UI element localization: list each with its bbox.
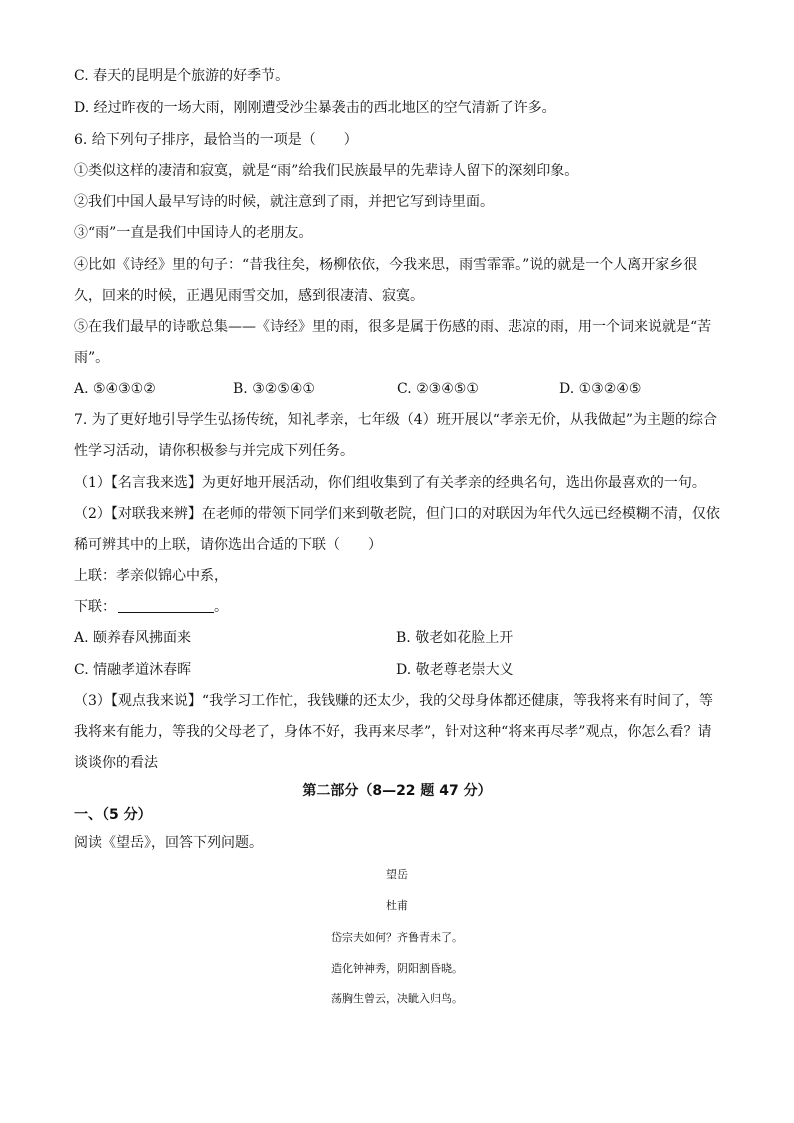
q7-task-1: （1）【名言我来选】为更好地开展活动，你们组收集到了有关孝亲的经典名句，选出你最喜欢的一句。 bbox=[74, 475, 706, 491]
q7-task-3-line2: 我将来有能力，等我的父母老了，身体不好，我再来尽孝”，针对这种“将来再尽孝”观点，你怎么看？请 bbox=[74, 724, 712, 740]
poem-line-2: 造化钟神秀，阴阳割昏晓。 bbox=[331, 962, 463, 975]
q6-option-a: A. ⑤④③①② bbox=[74, 381, 156, 397]
q7-stem-line1: 7. 为了更好地引导学生弘扬传统，知礼孝亲，七年级（4）班开展以“孝亲无价，从我做起”为主题的综合 bbox=[74, 412, 718, 428]
q6-option-b: B. ③②⑤④① bbox=[233, 381, 315, 397]
poem-line-3: 荡胸生曾云，决眦入归鸟。 bbox=[331, 992, 463, 1005]
upper-couplet: 上联：孝亲似锦心中系， bbox=[74, 568, 228, 584]
q7-task-3-line1: （3）【观点我来说】“我学习工作忙，我钱赚的还太少，我的父母身体都还健康，等我将来有时间了，等 bbox=[74, 693, 714, 709]
q6-sentence-3: ③“雨”一直是我们中国诗人的老朋友。 bbox=[74, 225, 313, 241]
q6-stem: 6. 给下列句子排序，最恰当的一项是（ ） bbox=[74, 132, 358, 148]
lower-couplet-label: 下联： bbox=[74, 599, 116, 615]
q6-sentence-4-line1: ④比如《诗经》里的句子：“昔我往矣，杨柳依依，今我来思，雨雪霏霏。”说的就是一个人离开家乡很 bbox=[74, 257, 698, 273]
q6-sentence-4-line2: 久，回来的时候，正遇见雨雪交加，感到很凄清、寂寞。 bbox=[74, 288, 424, 304]
part2-title: 第二部分（8—22 题 47 分） bbox=[302, 783, 492, 799]
q7-stem-line2: 性学习活动，请你积极参与并完成下列任务。 bbox=[74, 443, 354, 459]
q7-option-b: B. 敬老如花脸上开 bbox=[396, 630, 514, 646]
lower-couplet-end: 。 bbox=[214, 599, 228, 615]
q7-task-3-line3: 谈谈你的看法 bbox=[74, 755, 158, 771]
q7-option-a: A. 颐养春风拂面来 bbox=[74, 630, 192, 646]
poem-author: 杜甫 bbox=[386, 899, 408, 912]
answer-blank bbox=[118, 612, 214, 613]
poem-title: 望岳 bbox=[386, 868, 408, 881]
q5-option-c: C. 春天的昆明是个旅游的好季节。 bbox=[74, 68, 290, 84]
section-heading: 一、（5 分） bbox=[74, 807, 152, 823]
q6-sentence-5-line1: ⑤在我们最早的诗歌总集——《诗经》里的雨，很多是属于伤感的雨、悲凉的雨，用一个词来说就是“苦 bbox=[74, 319, 712, 335]
reading-instruction: 阅读《望岳》，回答下列问题。 bbox=[74, 835, 263, 851]
q6-option-c: C. ②③④⑤① bbox=[397, 381, 479, 397]
q6-sentence-5-line2: 雨”。 bbox=[74, 350, 110, 366]
q6-sentence-2: ②我们中国人最早写诗的时候，就注意到了雨，并把它写到诗里面。 bbox=[74, 194, 494, 210]
q7-task-2-line2: 稀可辨其中的上联，请你选出合适的下联（ ） bbox=[74, 537, 382, 553]
q7-option-c: C. 情融孝道沐春晖 bbox=[74, 662, 192, 678]
lower-couplet bbox=[74, 597, 228, 617]
poem-line-1: 岱宗夫如何？齐鲁青未了。 bbox=[331, 931, 463, 944]
q5-option-d: D. 经过昨夜的一场大雨，刚刚遭受沙尘暴袭击的西北地区的空气清新了许多。 bbox=[74, 100, 556, 116]
q7-task-2-line1: （2）【对联我来辨】在老师的带领下同学们来到敬老院，但门口的对联因为年代久远已经模糊不清，仅依 bbox=[74, 506, 720, 522]
q6-sentence-1: ①类似这样的凄清和寂寞，就是“雨”给我们民族最早的先辈诗人留下的深刻印象。 bbox=[74, 163, 579, 179]
q7-option-d: D. 敬老尊老崇大义 bbox=[396, 662, 514, 678]
q6-option-d: D. ①③②④⑤ bbox=[559, 381, 642, 397]
